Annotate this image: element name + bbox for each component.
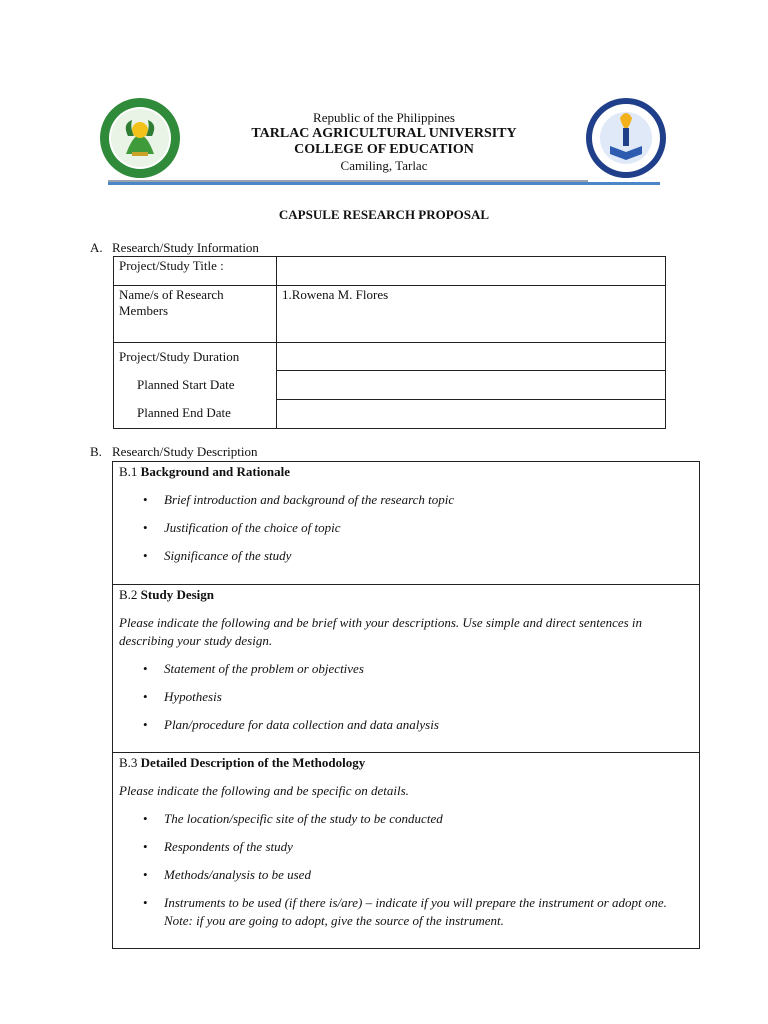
b2-intro: Please indicate the following and be brief with your descriptions. Use simple and direct sentences in describing your study design.	[119, 615, 643, 648]
duration-label: Project/Study Duration	[119, 349, 240, 364]
list-item: • Brief introduction and background of the research topic	[119, 491, 693, 509]
header-university: TARLAC AGRICULTURAL UNIVERSITY	[251, 126, 517, 141]
b1-heading	[119, 463, 693, 481]
table-row	[114, 343, 666, 371]
b3-intro: Please indicate the following and be specific on details.	[119, 783, 409, 798]
letterhead	[184, 110, 584, 174]
list-item: • Instruments to be used (if there is/are) – indicate if you will prepare the instrument or adopt one. Note: if you are going to adopt, give the source of the instrument.	[119, 894, 693, 930]
block-b2	[113, 584, 699, 752]
b2-number: B.2	[119, 587, 138, 602]
section-b-title: Research/Study Description	[112, 444, 258, 459]
section-a-title: Research/Study Information	[112, 240, 259, 255]
college-of-education-logo	[584, 96, 668, 180]
header-location: Camiling, Tarlac	[340, 158, 428, 173]
b3-heading	[119, 754, 693, 772]
title-label: Project/Study Title :	[114, 257, 277, 286]
header-college: COLLEGE OF EDUCATION	[294, 142, 474, 157]
b1-number: B.1	[119, 464, 138, 479]
research-info-table	[113, 256, 666, 429]
end-date-label: Planned End Date	[137, 405, 231, 420]
duration-value[interactable]	[277, 343, 666, 371]
start-date-value[interactable]	[277, 371, 666, 400]
list-item: • Respondents of the study	[119, 838, 693, 856]
section-a-letter: A.	[90, 240, 103, 255]
b3-number: B.3	[119, 755, 138, 770]
b2-title: Study Design	[140, 587, 214, 602]
duration-label-cell	[114, 343, 277, 429]
header-republic: Republic of the Philippines	[313, 110, 455, 125]
section-b-letter: B.	[90, 444, 102, 459]
members-value[interactable]: 1.Rowena M. Flores	[277, 286, 666, 343]
b1-list	[119, 491, 693, 565]
table-row	[114, 257, 666, 286]
block-b1	[113, 462, 699, 584]
end-date-value[interactable]	[277, 400, 666, 429]
members-label: Name/s of Research Members	[114, 286, 277, 343]
b2-list	[119, 660, 693, 734]
list-item: • Justification of the choice of topic	[119, 519, 693, 537]
list-item: • Methods/analysis to be used	[119, 866, 693, 884]
document-title: CAPSULE RESEARCH PROPOSAL	[278, 207, 490, 222]
section-a-heading	[90, 240, 259, 256]
list-item: • Hypothesis	[119, 688, 693, 706]
header-rule-blue	[108, 182, 660, 185]
table-row	[114, 286, 666, 343]
tau-seal-logo	[98, 96, 182, 180]
block-b3	[113, 752, 699, 948]
list-item: • The location/specific site of the study to be conducted	[119, 810, 693, 828]
list-item: • Plan/procedure for data collection and data analysis	[119, 716, 693, 734]
b3-list	[119, 810, 693, 930]
list-item: • Significance of the study	[119, 547, 693, 565]
title-value[interactable]	[277, 257, 666, 286]
research-description-table	[112, 461, 700, 949]
start-date-label: Planned Start Date	[137, 377, 235, 392]
b2-heading	[119, 586, 693, 604]
b1-title: Background and Rationale	[140, 464, 290, 479]
b3-title: Detailed Description of the Methodology	[140, 755, 366, 770]
list-item: • Statement of the problem or objectives	[119, 660, 693, 678]
section-b-heading	[90, 444, 258, 460]
